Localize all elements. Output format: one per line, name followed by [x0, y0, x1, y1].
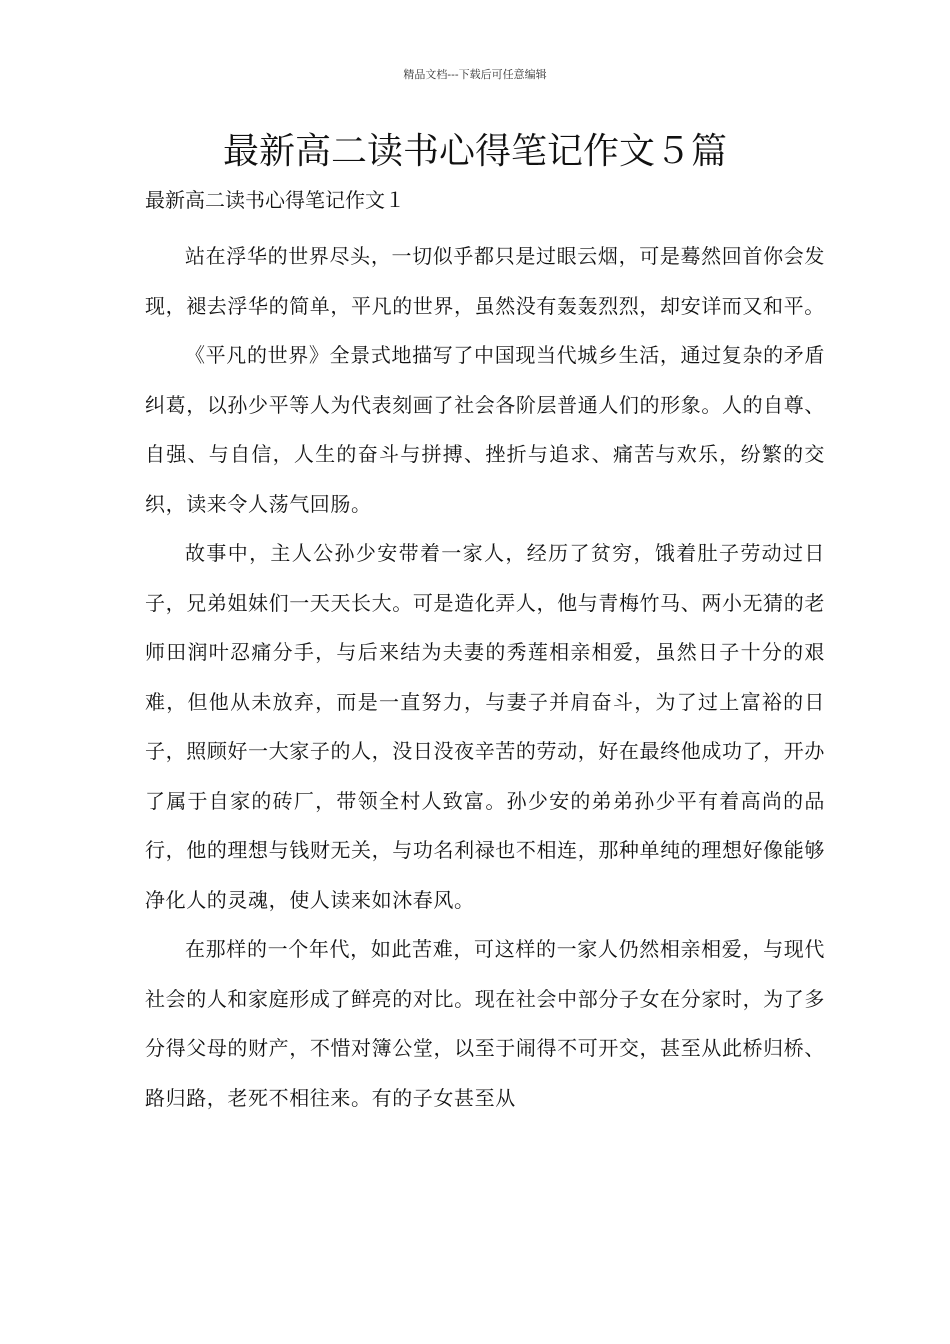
paragraph: 站在浮华的世界尽头，一切似乎都只是过眼云烟，可是蓦然回首你会发现，褪去浮华的简单，平凡的世界，虽然没有轰轰烈烈，却安详而又和平。: [145, 244, 825, 318]
paragraph: 《平凡的世界》全景式地描写了中国现当代城乡生活，通过复杂的矛盾纠葛，以孙少平等人为代表刻画了社会各阶层普通人们的形象。人的自尊、自强、与自信，人生的奋斗与拼搏、挫折与追求、痛苦与欢乐，纷繁的交织，读来令人荡气回肠。: [145, 343, 825, 516]
paragraph: 在那样的一个年代，如此苦难，可这样的一家人仍然相亲相爱，与现代社会的人和家庭形成了鲜亮的对比。现在社会中部分子女在分家时，为了多分得父母的财产，不惜对簿公堂，以至于闹得不可开交，甚至从此桥归桥、路归路，老死不相往来。有的子女甚至从: [145, 937, 825, 1110]
document-title: 最新高二读书心得笔记作文５篇: [222, 131, 727, 172]
body-text: [145, 232, 825, 1123]
paragraph: 故事中，主人公孙少安带着一家人，经历了贫穷，饿着肚子劳动过日子，兄弟姐妹们一天天长大。可是造化弄人，他与青梅竹马、两小无猜的老师田润叶忍痛分手，与后来结为夫妻的秀莲相亲相爱，虽然日子十分的艰难，但他从未放弃，而是一直努力，与妻子并肩奋斗，为了过上富裕的日子，照顾好一大家子的人，没日没夜辛苦的劳动，好在最终他成功了，开办了属于自家的砖厂，带领全村人致富。孙少安的弟弟孙少平有着高尚的品行，他的理想与钱财无关，与功名利禄也不相连，那种单纯的理想好像能够净化人的灵魂，使人读来如沐春风。: [145, 541, 825, 912]
header-note: 精品文档---下载后可任意编辑: [403, 68, 547, 81]
section-subtitle: 最新高二读书心得笔记作文１: [145, 188, 405, 212]
